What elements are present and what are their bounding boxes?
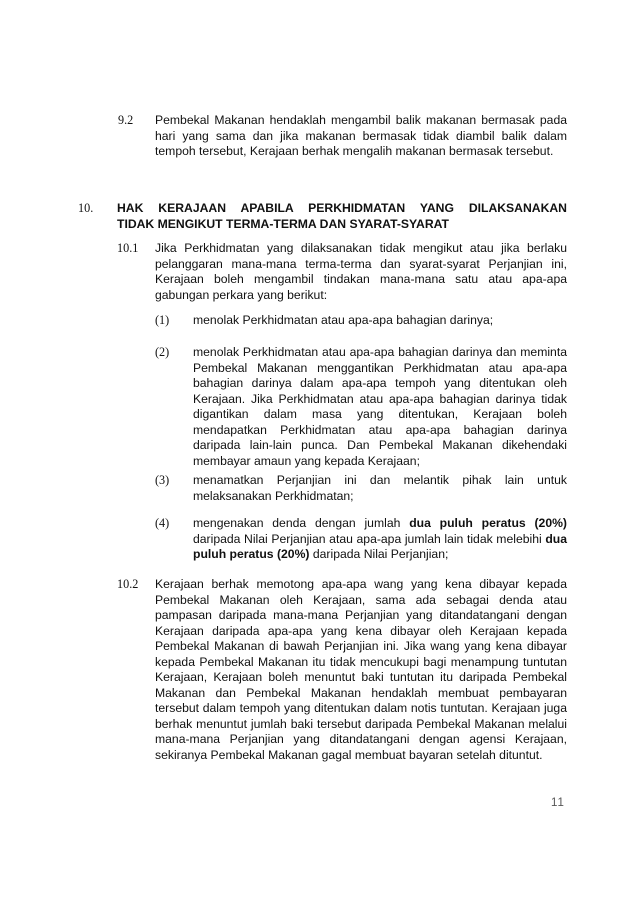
item-number-1: (1) [155, 313, 170, 327]
clause-text-9-2: Pembekal Makanan hendaklah mengambil balik makanan bermasak pada hari yang sama dan jika makanan bermasak tidak diambil balik dalam tempoh tersebut, Kerajaan berhak mengalih makanan bermasak tersebut. [155, 113, 567, 158]
item-number-2: (2) [155, 345, 170, 359]
section-heading-line-2: TIDAK MENGIKUT TERMA-TERMA DAN SYARAT-SYARAT [117, 216, 449, 231]
item-number-4: (4) [155, 516, 170, 530]
item-text-4 [193, 516, 567, 563]
item-4-bold-a: dua puluh peratus (20%) [409, 516, 567, 530]
section-number-10: 10. [78, 201, 94, 215]
item-4-text-b: daripada Nilai Perjanjian atau apa-apa jumlah lain tidak melebihi [193, 531, 546, 546]
item-text-1: menolak Perkhidmatan atau apa-apa bahagian darinya; [193, 313, 494, 327]
clause-text-10-2: Kerajaan berhak memotong apa-apa wang yang kena dibayar kepada Pembekal Makanan oleh Kerajaan, sama ada sebagai denda atau pampasan daripada mana-mana Perjanjian yang ditandatangani dengan Kerajaan daripada apa-apa yang kena dibayar oleh Kerajaan kepada Pembekal Makanan di bawah Perjanjian ini. Jika wang yang kena dibayar kepada Pembekal Makanan itu tidak mencukupi bagi menampung tuntutan Kerajaan, Kerajaan boleh menuntut baki tuntutan itu daripada Pembekal Makanan dan Pembekal Makanan hendaklah membuat pembayaran tersebut dalam tempoh yang ditentukan dalam notis tuntutan. Kerajaan juga berhak menuntut jumlah baki tersebut daripada Pembekal Makanan melalui mana-mana Perjanjian yang ditandatangani dengan agensi Kerajaan, sekiranya Pembekal Makanan gagal membuat bayaran setelah dituntut. [155, 577, 567, 762]
item-4-bold-b: dua puluh peratus (20%) [193, 531, 567, 561]
item-text-2: menolak Perkhidmatan atau apa-apa bahagian darinya dan meminta Pembekal Makanan menggantikan Perkhidmatan atau apa-apa bahagian darinya dalam apa-apa tempoh yang ditentukan oleh Kerajaan. Jika Perkhidmatan atau apa-apa bahagian darinya tidak digantikan dalam masa yang ditentukan, Kerajaan boleh mendapatkan Perkhidmatan atau apa-apa bahagian darinya daripada lain-lain punca. Dan Pembekal Makanan dikehendaki membayar amaun yang kepada Kerajaan; [193, 345, 567, 468]
clause-number-10-2: 10.2 [117, 577, 139, 591]
clause-number-10-1: 10.1 [117, 241, 139, 255]
clause-text-10-1: Jika Perkhidmatan yang dilaksanakan tidak mengikut atau jika berlaku pelanggaran mana-mana terma-terma dan syarat-syarat Perjanjian ini, Kerajaan boleh mengambil tindakan mana-mana satu atau apa-apa gabungan perkara yang berikut: [155, 241, 567, 302]
section-heading-line-1: HAK KERAJAAN APABILA PERKHIDMATAN YANG DILAKSANAKAN [117, 201, 567, 215]
item-number-3: (3) [155, 473, 170, 487]
item-4-text-c: daripada Nilai Perjanjian; [309, 547, 449, 561]
page-number: 11 [551, 797, 565, 809]
section-heading-10 [117, 201, 567, 232]
clause-number-9-2: 9.2 [118, 113, 134, 127]
item-text-3: menamatkan Perjanjian ini dan melantik pihak lain untuk melaksanakan Perkhidmatan; [193, 473, 567, 503]
item-4-text-a: mengenakan denda dengan jumlah [193, 516, 410, 530]
